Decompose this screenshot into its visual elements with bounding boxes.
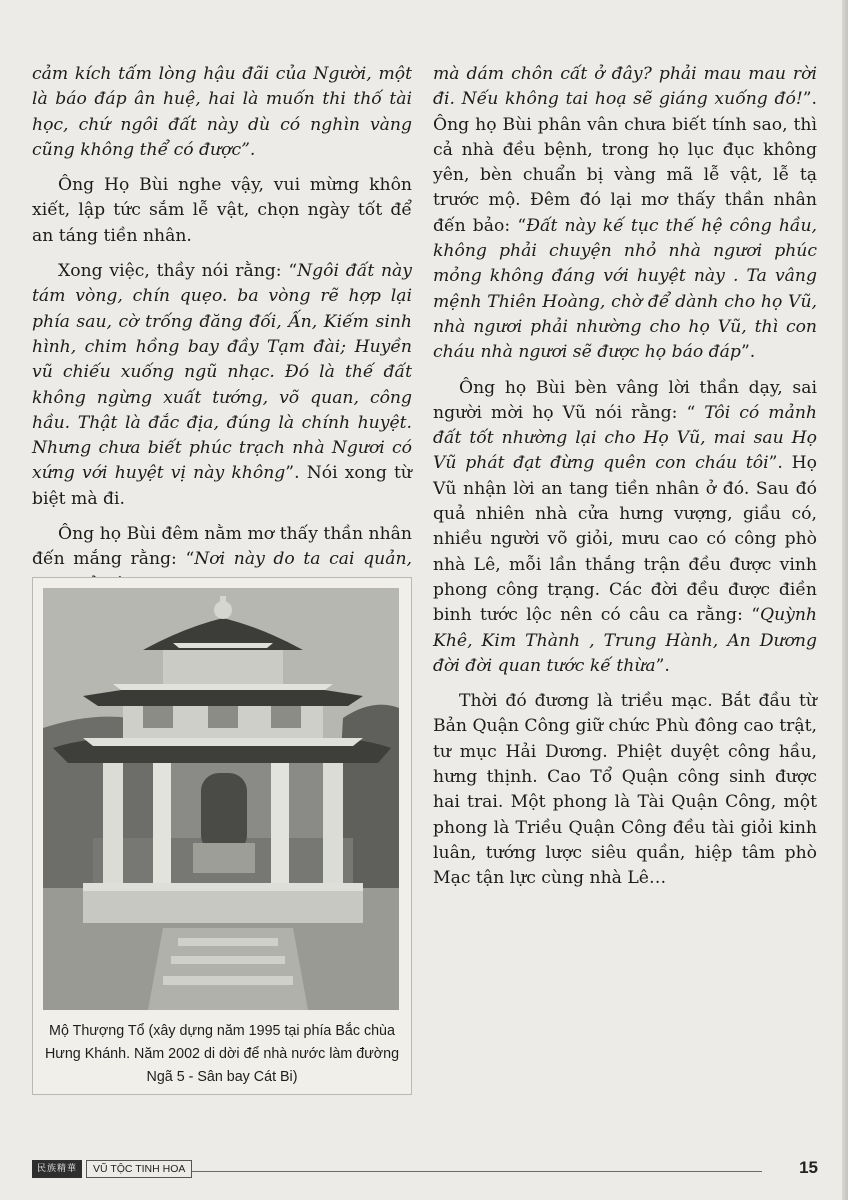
- left-paragraph-1: cảm kích tấm lòng hậu đãi của Người, một là báo đáp ân huệ, hai là muốn thi thố tài học, chứ ngôi đất này dù có nghìn vàng cũng không thể có được”.: [32, 64, 412, 160]
- right-paragraph-3: Thời đó đương là triều mạc. Bắt đầu từ Bản Quận Công giữ chức Phù đông cao trật, tư mục Hải Dương. Phiệt duyệt công hầu, hưng thịnh. Cao Tổ Quận công sinh được hai trai. Một phong là Tài Quận Công, một phong là Triều Quận Công đều tài giỏi kinh luân, tướng lược siêu quần, hiệp tâm phò Mạc tận lực cùng nhà Lê…: [433, 691, 817, 889]
- page-edge: [842, 0, 848, 1200]
- left-paragraph-2: Ông Họ Bùi nghe vậy, vui mừng khôn xiết, lập tức sắm lễ vật, chọn ngày tốt để an táng tiền nhân.: [32, 175, 412, 246]
- right-paragraph-2: Ông họ Bùi bèn vâng lời thần dạy, sai người mời họ Vũ nói rằng: “ Tôi có mảnh đất tốt nhường lại cho Họ Vũ, mai sau Họ Vũ phát đạt đừng quên con cháu tôi”. Họ Vũ nhận lời an tang tiền nhân ở đó. Sau đó quả nhiên nhà cửa hưng vượng, giầu có, nhiều người võ giỏi, mưu cao có công phò nhà Lê, mỗi lần thắng trận đều được vinh phong công trạng. Các đời đều được điền binh tước lộc nên có câu ca rằng: “Quỳnh Khê, Kim Thành , Trung Hành, An Dương đời đời quan tước kế thừa”.: [433, 377, 817, 676]
- footer-rule: [192, 1171, 762, 1172]
- tomb-photo: [43, 588, 399, 1010]
- footer-section-label: VŨ TỘC TINH HOA: [86, 1160, 192, 1178]
- left-paragraph-3: Xong việc, thầy nói rằng: “Ngôi đất này tám vòng, chín quẹo. ba vòng rẽ hợp lại phía sau, cờ trống đăng đối, Ấn, Kiếm sinh hình, chim hồng bay đầy Tạm đài; Huyền vũ chiếu xuống ngũ nhạc. Đó là thế đất không ngừng xuất tướng, võ quan, công hầu. Thật là đắc địa, đúng là chính huyệt. Nhưng chưa biết phúc trạch nhà Ngươi có xứng với huyệt vị này không”. Nói xong từ biệt mà đi.: [32, 261, 413, 509]
- page-number: 15: [799, 1158, 818, 1177]
- pavilion-illustration: [43, 588, 399, 1010]
- figure-caption: Mộ Thượng Tổ (xây dựng năm 1995 tại phía Bắc chùa Hưng Khánh. Năm 2002 di dời để nhà nước làm đường Ngã 5 - Sân bay Cát Bi): [44, 1023, 400, 1085]
- right-paragraph-1: mà dám chôn cất ở đây? phải mau mau rời đi. Nếu không tai hoạ sẽ giáng xuống đó!”. Ông họ Bùi phân vân chưa biết tính sao, thì cả nhà đều bệnh, trong họ lục đục không yên, bèn chuẩn bị vàng mã lễ vật, lễ tạ trước mộ. Đêm đó lại mơ thấy thần nhân đến bảo: “Đất này kế tục thế hệ công hầu, không phải chuyện nhỏ nhà ngươi phúc mỏng không đáng với huyệt này . Ta vâng mệnh Thiên Hoàng, chờ để dành cho họ Vũ, nhà ngươi phải nhường cho họ Vũ, thì con cháu nhà ngươi sẽ được họ báo đáp”.: [433, 64, 817, 363]
- footer-logo: 民族精華: [32, 1160, 82, 1178]
- page-footer: [32, 1158, 822, 1180]
- figure: [32, 577, 412, 1095]
- right-column: [433, 62, 817, 902]
- left-column: [32, 62, 412, 608]
- left-paragraph-4: Ông họ Bùi đêm nằm mơ thấy thần nhân đến mắng rằng: “Nơi này do ta cai quản,: [32, 524, 412, 570]
